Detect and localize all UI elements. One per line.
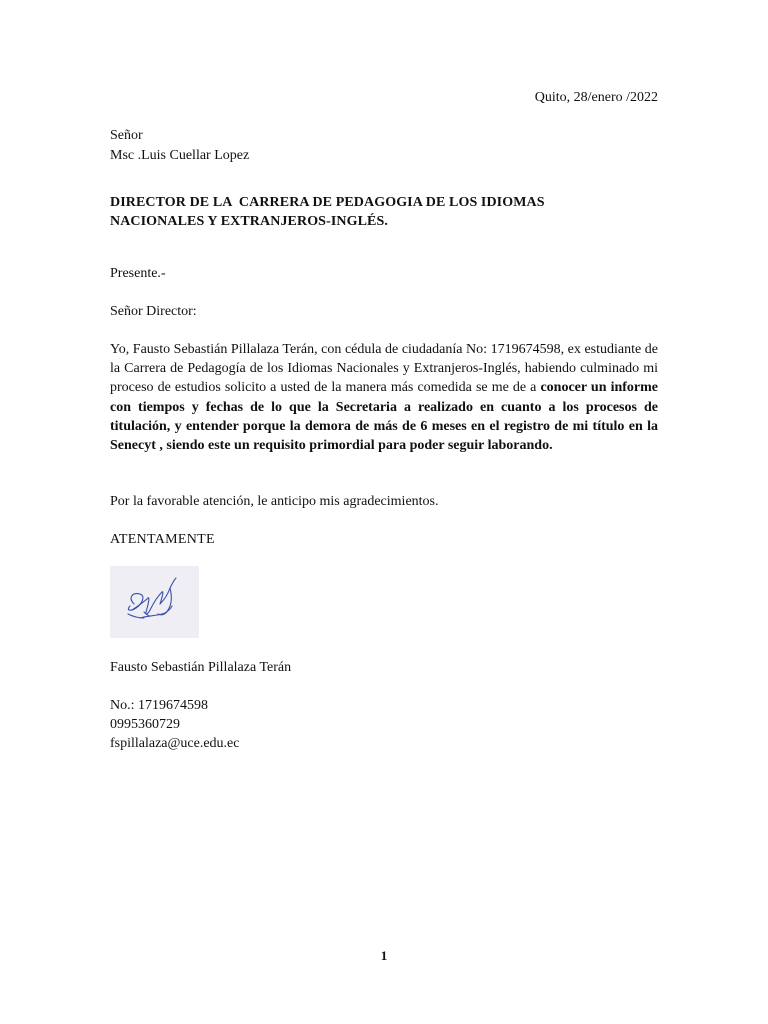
letter-date: Quito, 28/enero /2022: [534, 90, 658, 105]
recipient-block: [110, 126, 249, 166]
recipient-title: Señor: [110, 128, 143, 143]
presente-line: Presente.-: [110, 266, 166, 281]
heading-line-2: NACIONALES Y EXTRANJEROS-INGLÉS.: [110, 214, 388, 229]
handwritten-signature: [110, 566, 199, 638]
body-text-bold: conocer un informe con tiempos y fechas de lo que la Secretaria a realizado en cuanto a los procesos de titulación, y entender porque la demora de más de 6 meses en el registro de mi título en la Senecyt , siendo este un requisito primordial para poder seguir laborando.: [110, 380, 658, 454]
phone-number: 0995360729: [110, 717, 180, 732]
recipient-name: Msc .Luis Cuellar Lopez: [110, 148, 250, 163]
greeting-line: Señor Director:: [110, 304, 197, 319]
recipient-position-heading: [110, 193, 630, 231]
body-paragraph: [110, 340, 658, 455]
signer-name: Fausto Sebastián Pillalaza Terán: [110, 660, 292, 675]
contact-block: [110, 696, 240, 753]
id-number: No.: 1719674598: [110, 698, 208, 713]
body-text-regular: Yo, Fausto Sebastián Pillalaza Terán, con cédula de ciudadanía No: 1719674598, ex estudiante de la Carrera de Pedagogía de los Idiomas Nacionales y Extranjeros-Inglés, habiendo culminado mi proceso de estudios solicito a usted de la manera más comedida se me de a: [110, 342, 658, 396]
signature-icon: [110, 566, 199, 638]
sign-off: ATENTAMENTE: [110, 532, 215, 547]
email-address: fspillalaza@uce.edu.ec: [110, 736, 240, 751]
heading-line-1: DIRECTOR DE LA CARRERA DE PEDAGOGIA DE LOS IDIOMAS: [110, 195, 545, 210]
page-number: 1: [380, 948, 388, 963]
closing-line: Por la favorable atención, le anticipo mis agradecimientos.: [110, 494, 439, 509]
